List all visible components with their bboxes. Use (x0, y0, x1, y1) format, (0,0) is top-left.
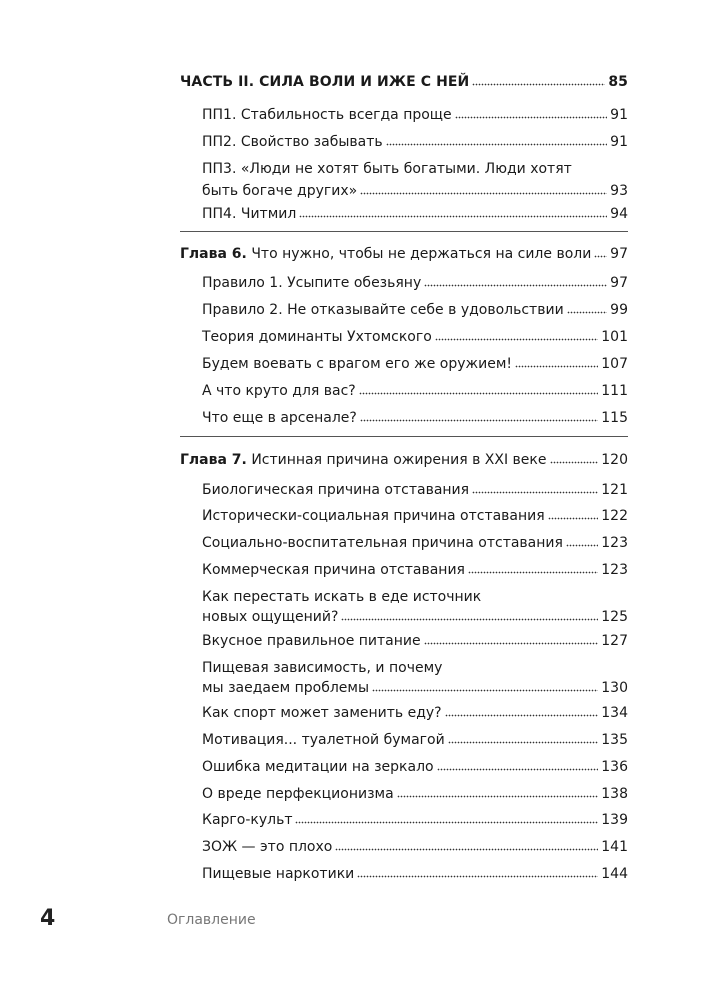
page-number: 136 (601, 759, 628, 775)
entry-title: Карго-культ (202, 812, 293, 828)
toc-chapter-7[interactable] (180, 451, 628, 469)
dot-leader (360, 191, 607, 195)
running-footer-title: Оглавление (167, 912, 256, 928)
page-number: 97 (610, 275, 628, 291)
chapter-label: Глава 7. (180, 452, 247, 468)
page-number: 107 (601, 356, 628, 372)
toc-entry[interactable] (202, 507, 628, 525)
entry-title: ПП4. Читмил (202, 206, 297, 222)
page-number: 120 (601, 452, 628, 468)
dot-leader (341, 617, 598, 621)
dot-leader (299, 214, 607, 218)
toc-entry[interactable] (202, 561, 628, 579)
entry-title: Мотивация... туалетной бумагой (202, 732, 445, 748)
toc-entry[interactable] (202, 106, 628, 124)
entry-title: Что еще в арсенале? (202, 410, 357, 426)
entry-title: Теория доминанты Ухтомского (202, 329, 432, 345)
dot-leader (594, 254, 607, 258)
entry-title: Как спорт может заменить еду? (202, 705, 442, 721)
entry-title: Социально-воспитательная причина отставания (202, 535, 563, 551)
entry-title: А что круто для вас? (202, 383, 356, 399)
dot-leader (550, 460, 599, 464)
entry-title-line-2: новых ощущений? (202, 609, 339, 625)
toc-entry[interactable] (202, 758, 628, 776)
page-number: 144 (601, 866, 628, 882)
page-number: 135 (601, 732, 628, 748)
entry-title-line-1: Как перестать искать в еде источник (202, 589, 482, 605)
chapter-title: Истинная причина ожирения в XXI веке (246, 452, 547, 468)
dot-leader (472, 490, 598, 494)
dot-leader (335, 847, 598, 851)
toc-entry[interactable] (202, 704, 628, 722)
page-number: 130 (601, 680, 628, 696)
dot-leader (548, 516, 599, 520)
toc-entry[interactable] (202, 382, 628, 400)
entry-title-line-1: Пищевая зависимость, и почему (202, 660, 443, 676)
dot-leader (424, 641, 599, 645)
page-number: 91 (610, 134, 628, 150)
page-number: 111 (601, 383, 628, 399)
page-number: 94 (610, 206, 628, 222)
entry-title-line-2: мы заедаем проблемы (202, 680, 370, 696)
dot-leader (448, 740, 599, 744)
entry-title: Коммерческая причина отставания (202, 562, 465, 578)
page-number: 127 (601, 633, 628, 649)
entry-title: О вреде перфекционизма (202, 786, 394, 802)
toc-entry[interactable] (202, 785, 628, 803)
dot-leader (437, 767, 599, 771)
dot-leader (445, 713, 599, 717)
dot-leader (566, 543, 598, 547)
entry-title: Будем воевать с врагом его же оружием! (202, 356, 513, 372)
toc-entry[interactable] (202, 659, 628, 697)
dot-leader (472, 82, 605, 86)
dot-leader (359, 391, 599, 395)
page-number: 123 (601, 562, 628, 578)
page-number: 99 (610, 302, 628, 318)
toc-entry[interactable] (202, 409, 628, 427)
page-number: 101 (601, 329, 628, 345)
page-number: 122 (601, 508, 628, 524)
page-number: 138 (601, 786, 628, 802)
toc-entry[interactable] (202, 274, 628, 292)
entry-title: Правило 1. Усыпите обезьяну (202, 275, 422, 291)
entry-title: ЗОЖ — это плохо (202, 839, 333, 855)
entry-title: Вкусное правильное питание (202, 633, 421, 649)
entry-title-line-1: ПП3. «Люди не хотят быть богатыми. Люди хотят (202, 161, 572, 177)
page-number: 97 (610, 246, 628, 262)
dot-leader (455, 115, 608, 119)
toc-entry[interactable] (202, 205, 628, 223)
toc-entry[interactable] (202, 160, 628, 200)
part-title: ЧАСТЬ II. СИЛА ВОЛИ И ИЖЕ С НЕЙ (180, 74, 470, 90)
page-number: 139 (601, 812, 628, 828)
toc-chapter-6[interactable] (180, 245, 628, 263)
dot-leader (386, 142, 608, 146)
toc-entry[interactable] (202, 865, 628, 883)
page-number: 93 (610, 183, 628, 199)
toc-entry[interactable] (202, 588, 628, 626)
toc-entry[interactable] (202, 481, 628, 499)
page-number: 134 (601, 705, 628, 721)
toc-entry[interactable] (202, 328, 628, 346)
dot-leader (424, 283, 607, 287)
dot-leader (295, 820, 598, 824)
dot-leader (468, 570, 598, 574)
toc-entry[interactable] (202, 301, 628, 319)
toc-entry[interactable] (202, 632, 628, 650)
toc-entry[interactable] (202, 355, 628, 373)
page-number: 125 (601, 609, 628, 625)
page-number: 141 (601, 839, 628, 855)
dot-leader (397, 794, 599, 798)
toc-entry[interactable] (202, 838, 628, 856)
entry-title-line-2: быть богаче других» (202, 183, 358, 199)
section-divider (180, 436, 628, 437)
entry-title: Исторически-социальная причина отставания (202, 508, 545, 524)
dot-leader (435, 337, 598, 341)
page-number: 115 (601, 410, 628, 426)
page-number: 91 (610, 107, 628, 123)
toc-entry[interactable] (202, 534, 628, 552)
entry-title: Правило 2. Не отказывайте себе в удовольствии (202, 302, 564, 318)
folio-page-number: 4 (40, 906, 56, 931)
chapter-label: Глава 6. (180, 246, 247, 262)
toc-part-heading[interactable] (180, 73, 628, 91)
dot-leader (515, 364, 598, 368)
page-number: 85 (608, 74, 628, 90)
chapter-title: Что нужно, чтобы не держаться на силе воли (246, 246, 592, 262)
dot-leader (567, 310, 608, 314)
dot-leader (360, 418, 598, 422)
page-number: 121 (601, 482, 628, 498)
dot-leader (372, 688, 598, 692)
toc-entry[interactable] (202, 133, 628, 151)
page-number: 123 (601, 535, 628, 551)
toc-entry[interactable] (202, 811, 628, 829)
entry-title: Ошибка медитации на зеркало (202, 759, 434, 775)
entry-title: ПП2. Свойство забывать (202, 134, 383, 150)
entry-title: ПП1. Стабильность всегда проще (202, 107, 452, 123)
section-divider (180, 231, 628, 232)
dot-leader (357, 874, 598, 878)
toc-entry[interactable] (202, 731, 628, 749)
entry-title: Пищевые наркотики (202, 866, 355, 882)
entry-title: Биологическая причина отставания (202, 482, 470, 498)
